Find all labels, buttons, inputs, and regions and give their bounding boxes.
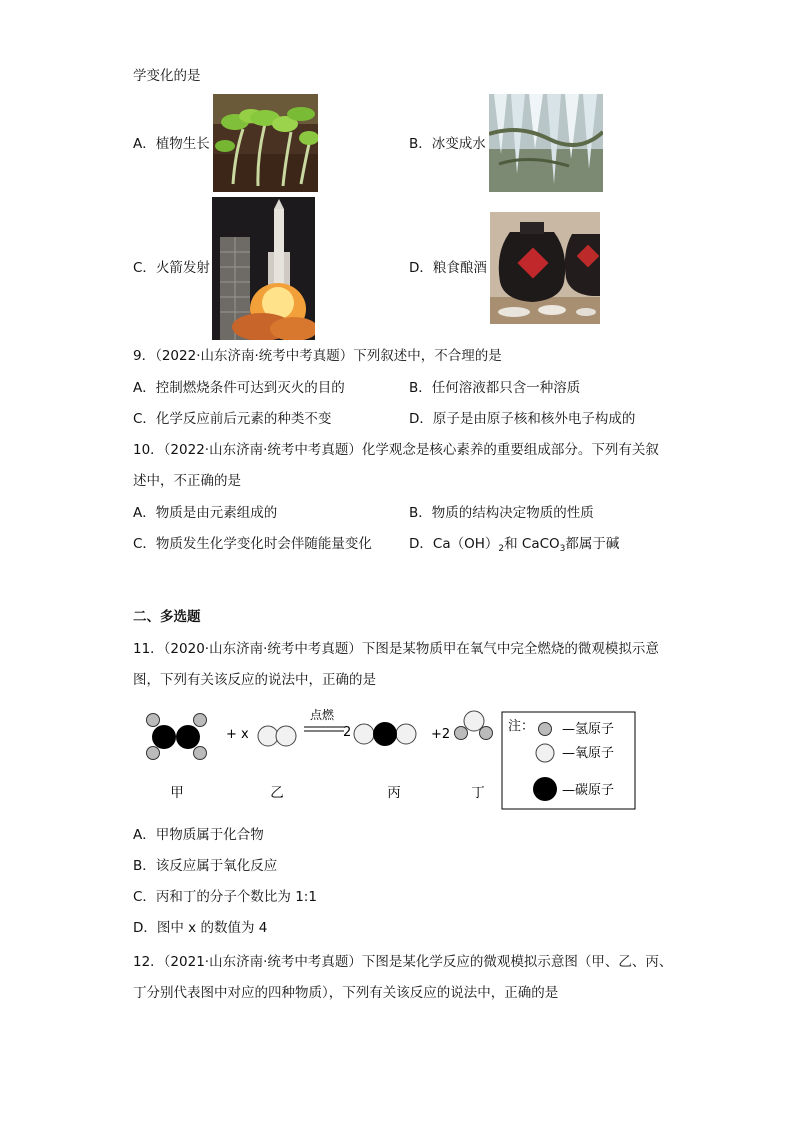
plant-growth-image: [213, 94, 318, 192]
q11-stem-line1: 11．（2020·山东济南·统考中考真题）下图是某物质甲在氧气中完全燃烧的微观模拟示意: [133, 641, 659, 657]
q9-stem: 9．（2022·山东济南·统考中考真题）下列叙述中，不合理的是: [133, 348, 502, 364]
plus-two-text: +2: [431, 727, 451, 742]
legend-carbon-atom: [533, 777, 557, 801]
reaction-condition: 点燃: [310, 708, 335, 722]
q9-option-c: C．化学反应前后元素的种类不变: [133, 411, 332, 427]
q9-option-b: B．任何溶液都只含一种溶质: [409, 380, 581, 396]
legend-box: [502, 712, 635, 809]
legend-title: 注：: [508, 719, 535, 734]
q12-stem-line2: 丁分别代表图中对应的四种物质），下列有关该反应的说法中，正确的是: [133, 985, 559, 1001]
legend-oxygen: —氧原子: [562, 746, 615, 761]
legend-hydrogen: —氢原子: [562, 722, 615, 737]
legend-oxygen-atom: [536, 744, 554, 762]
q10-option-d: D．$Ca(OH)_2$和 CaCO$_3$都属于碱: [409, 536, 620, 554]
molecule-jia: [147, 714, 207, 760]
q8-option-a: A．植物生长: [133, 136, 210, 152]
legend-carbon: —碳原子: [562, 783, 615, 798]
rocket-launch-image: [212, 197, 315, 340]
q11-option-d: D．图中 x 的数值为 4: [133, 920, 268, 936]
q8-option-d: D．粮食酿酒: [409, 260, 487, 276]
q12-stem-line1: 12．（2021·山东济南·统考中考真题）下图是某化学反应的微观模拟示意图（甲、乙、丙、: [133, 954, 673, 970]
q9-option-a: A．控制燃烧条件可达到灭火的目的: [133, 380, 345, 396]
q10-stem-line2: 述中，不正确的是: [133, 473, 241, 489]
molecule-yi: [258, 726, 296, 746]
legend-hydrogen-atom: [539, 723, 552, 736]
q10-stem-line1: 10．（2022·山东济南·统考中考真题）化学观念是核心素养的重要组成部分。下列有关叙: [133, 442, 659, 458]
q11-option-a: A．甲物质属于化合物: [133, 827, 264, 843]
label-yi: 乙: [270, 785, 284, 801]
label-jia: 甲: [170, 785, 184, 801]
label-ding: 丁: [471, 785, 485, 801]
section-title-multiple-choice: 二、多选题: [133, 609, 201, 625]
ice-melting-image: [489, 94, 603, 192]
label-bing: 丙: [387, 785, 401, 801]
molecule-bing: [354, 722, 416, 746]
q9-option-d: D．原子是由原子核和核外电子构成的: [409, 411, 636, 427]
q10-option-b: B．物质的结构决定物质的性质: [409, 505, 594, 521]
grain-wine-image: [490, 212, 600, 324]
q8-option-c: C．火箭发射: [133, 260, 210, 276]
q8-stem-tail: 学变化的是: [133, 68, 201, 84]
plus-x-text: + x: [226, 727, 249, 742]
q10-option-c: C．物质发生化学变化时会伴随能量变化: [133, 536, 372, 552]
reaction-diagram: [140, 705, 640, 813]
molecule-ding: [455, 711, 493, 740]
q10-option-a: A．物质是由元素组成的: [133, 505, 278, 521]
q11-stem-line2: 图，下列有关该反应的说法中，正确的是: [133, 672, 376, 688]
q8-option-b: B．冰变成水: [409, 136, 486, 152]
q11-option-b: B．该反应属于氧化反应: [133, 858, 278, 874]
coefficient-bing: 2: [343, 725, 352, 740]
q11-option-c: C．丙和丁的分子个数比为 1:1: [133, 889, 317, 905]
